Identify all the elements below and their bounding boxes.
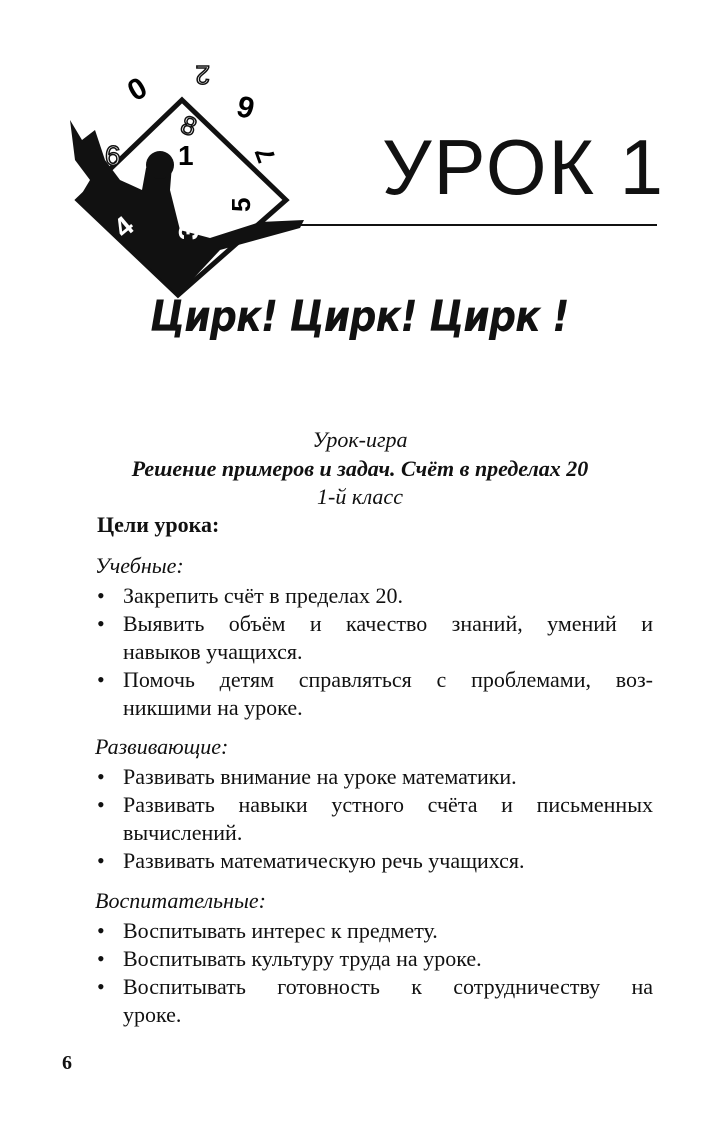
list-item xyxy=(97,917,653,945)
list-item-line: Воспитывать интерес к предмету. xyxy=(123,918,438,943)
section-title: Развивающие: xyxy=(95,734,229,759)
list-item-line: Развивать математическую речь учащихся. xyxy=(123,848,525,873)
bullet-icon: • xyxy=(97,667,105,692)
list-item-line: Развивать навыки устного счёта и письменных xyxy=(123,792,653,817)
bullet-icon: • xyxy=(97,946,105,971)
digit: 0 xyxy=(122,71,153,109)
digit: 6 xyxy=(105,140,121,171)
digit: 2 xyxy=(195,60,210,90)
digit: 4 xyxy=(107,209,140,244)
bullet-icon: • xyxy=(97,848,105,873)
title-rule xyxy=(300,224,657,226)
lesson-subtitle: Цирк! Цирк! Цирк ! xyxy=(150,292,569,342)
list-item xyxy=(97,610,653,666)
bullet-icon: • xyxy=(97,611,105,636)
section-title: Воспитательные: xyxy=(95,888,266,913)
digit: 5 xyxy=(226,197,256,212)
bullet-icon: • xyxy=(97,974,105,999)
digit: 8 xyxy=(177,109,201,143)
list-item xyxy=(97,582,653,610)
list-item-line: уроке. xyxy=(123,1002,182,1027)
digit: 7 xyxy=(248,143,282,167)
list-item-line: Развивать внимание на уроке математики. xyxy=(123,764,517,789)
list-item-line: навыков учащихся. xyxy=(123,639,303,664)
list-item-line: Закрепить счёт в пределах 20. xyxy=(123,583,404,608)
list-item-line: Воспитывать культуру труда на уроке. xyxy=(123,946,482,971)
list-item-line: Воспитывать готовность к сотрудничеству на xyxy=(123,974,653,999)
section-title: Учебные: xyxy=(95,553,184,578)
page-number: 6 xyxy=(62,1052,72,1074)
digit: 3 xyxy=(173,224,204,240)
list-item xyxy=(97,791,653,847)
bullet-icon: • xyxy=(97,583,105,608)
bullet-icon: • xyxy=(97,764,105,789)
digit: 9 xyxy=(233,89,258,127)
lesson-title: УРОК 1 xyxy=(382,123,666,211)
list-item xyxy=(97,847,653,875)
lesson-illustration xyxy=(60,60,310,310)
list-item xyxy=(97,945,653,973)
list-item xyxy=(97,666,653,722)
list-item xyxy=(97,763,653,791)
list-item-line: Выявить объём и качество знаний, умений и xyxy=(123,611,653,636)
list-item-line: никшими на уроке. xyxy=(123,695,303,720)
list-item xyxy=(97,973,653,1029)
lesson-topic: Решение примеров и задач. Счёт в пределах 20 xyxy=(131,456,589,481)
list-item-line: вычислений. xyxy=(123,820,243,845)
lesson-grade: 1-й класс xyxy=(317,484,403,509)
list-item-line: Помочь детям справляться с проблемами, воз- xyxy=(123,667,653,692)
digit: 1 xyxy=(178,140,194,171)
bullet-icon: • xyxy=(97,792,105,817)
bullet-icon: • xyxy=(97,918,105,943)
lesson-type: Урок-игра xyxy=(312,427,408,452)
goals-heading: Цели урока: xyxy=(97,512,220,537)
